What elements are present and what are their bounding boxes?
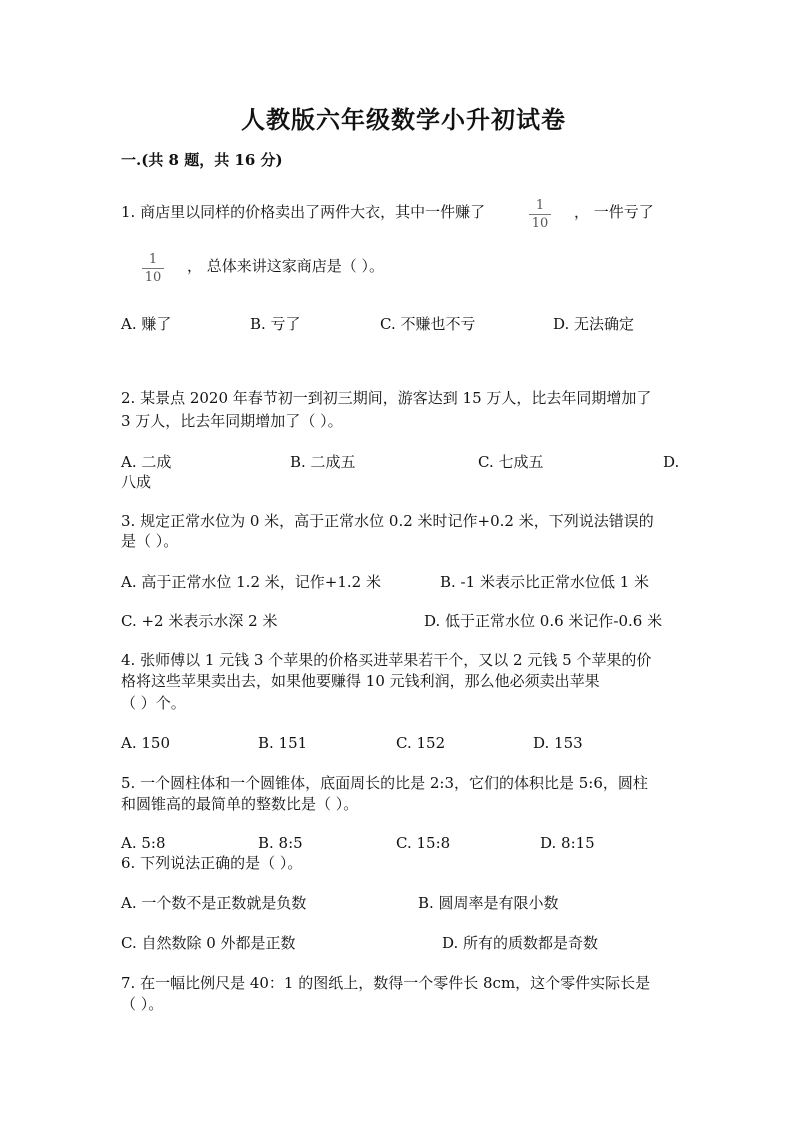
exam-title: 人教版六年级数学小升初试卷 bbox=[241, 105, 566, 134]
q1-line2-text: ， 总体来讲这家商店是（ ）。 bbox=[187, 257, 385, 275]
q1-option-b: B. 亏了 bbox=[250, 315, 301, 333]
section-header: 一.(共 8 题，共 16 分) bbox=[121, 151, 283, 169]
q4-line2: 格将这些苹果卖出去，如果他要赚得 10 元钱利润，那么他必须卖出苹果 bbox=[121, 672, 600, 690]
q2-option-a: A. 二成 bbox=[121, 453, 172, 471]
fraction-bar bbox=[142, 268, 164, 269]
q2-option-d-text: 八成 bbox=[121, 473, 152, 491]
q1-option-a: A. 赚了 bbox=[121, 315, 172, 333]
fraction-numerator: 1 bbox=[148, 252, 158, 267]
q6-option-b: B. 圆周率是有限小数 bbox=[418, 894, 559, 912]
q6-option-c: C. 自然数除 0 外都是正数 bbox=[121, 934, 296, 952]
q1-fraction-2 bbox=[142, 252, 164, 285]
q3-line1: 3. 规定正常水位为 0 米，高于正常水位 0.2 米时记作+0.2 米，下列说法错误的 bbox=[121, 512, 654, 530]
q4-line1: 4. 张师傅以 1 元钱 3 个苹果的价格买进苹果若干个，又以 2 元钱 5 个苹果的价 bbox=[121, 651, 652, 669]
q2-option-d: D. bbox=[663, 453, 680, 471]
q6-line1: 6. 下列说法正确的是（ ）。 bbox=[121, 854, 303, 872]
q5-option-d: D. 8:15 bbox=[540, 834, 595, 852]
q4-line3: （ ）个。 bbox=[121, 694, 186, 712]
q3-option-c: C. +2 米表示水深 2 米 bbox=[121, 612, 278, 630]
q5-line2: 和圆锥高的最简单的整数比是（ ）。 bbox=[121, 795, 359, 813]
q7-line2: （ ）。 bbox=[121, 995, 164, 1013]
q4-option-d: D. 153 bbox=[533, 734, 583, 752]
q1-line1-text: 1. 商店里以同样的价格卖出了两件大衣，其中一件赚了 bbox=[121, 203, 486, 221]
q3-line2: 是（ ）。 bbox=[121, 532, 179, 550]
q3-option-a: A. 高于正常水位 1.2 米，记作+1.2 米 bbox=[121, 573, 381, 591]
q1-option-d: D. 无法确定 bbox=[553, 315, 635, 333]
q5-option-c: C. 15:8 bbox=[396, 834, 451, 852]
q3-option-b: B. -1 米表示比正常水位低 1 米 bbox=[440, 573, 650, 591]
q5-option-a: A. 5:8 bbox=[121, 834, 166, 852]
q4-option-b: B. 151 bbox=[258, 734, 308, 752]
q4-option-a: A. 150 bbox=[121, 734, 170, 752]
q7-line1: 7. 在一幅比例尺是 40：1 的图纸上，数得一个零件长 8cm，这个零件实际长是 bbox=[121, 974, 651, 992]
q1-fraction-1 bbox=[529, 198, 551, 231]
q6-option-d: D. 所有的质数都是奇数 bbox=[442, 934, 599, 952]
fraction-denominator: 10 bbox=[144, 270, 162, 285]
q1-option-c: C. 不赚也不亏 bbox=[380, 315, 476, 333]
q1-line1-tail: ， 一件亏了 bbox=[574, 203, 654, 221]
q2-line2: 3 万人，比去年同期增加了（ ）。 bbox=[121, 412, 343, 430]
q4-option-c: C. 152 bbox=[396, 734, 446, 752]
q2-option-c: C. 七成五 bbox=[478, 453, 544, 471]
q5-option-b: B. 8:5 bbox=[258, 834, 303, 852]
fraction-denominator: 10 bbox=[531, 216, 549, 231]
q3-option-d: D. 低于正常水位 0.6 米记作-0.6 米 bbox=[424, 612, 663, 630]
q6-option-a: A. 一个数不是正数就是负数 bbox=[121, 894, 307, 912]
fraction-numerator: 1 bbox=[535, 198, 545, 213]
q5-line1: 5. 一个圆柱体和一个圆锥体，底面周长的比是 2:3，它们的体积比是 5:6，圆柱 bbox=[121, 774, 648, 792]
q2-line1: 2. 某景点 2020 年春节初一到初三期间，游客达到 15 万人，比去年同期增加了 bbox=[121, 389, 652, 407]
fraction-bar bbox=[529, 214, 551, 215]
q2-option-b: B. 二成五 bbox=[290, 453, 356, 471]
